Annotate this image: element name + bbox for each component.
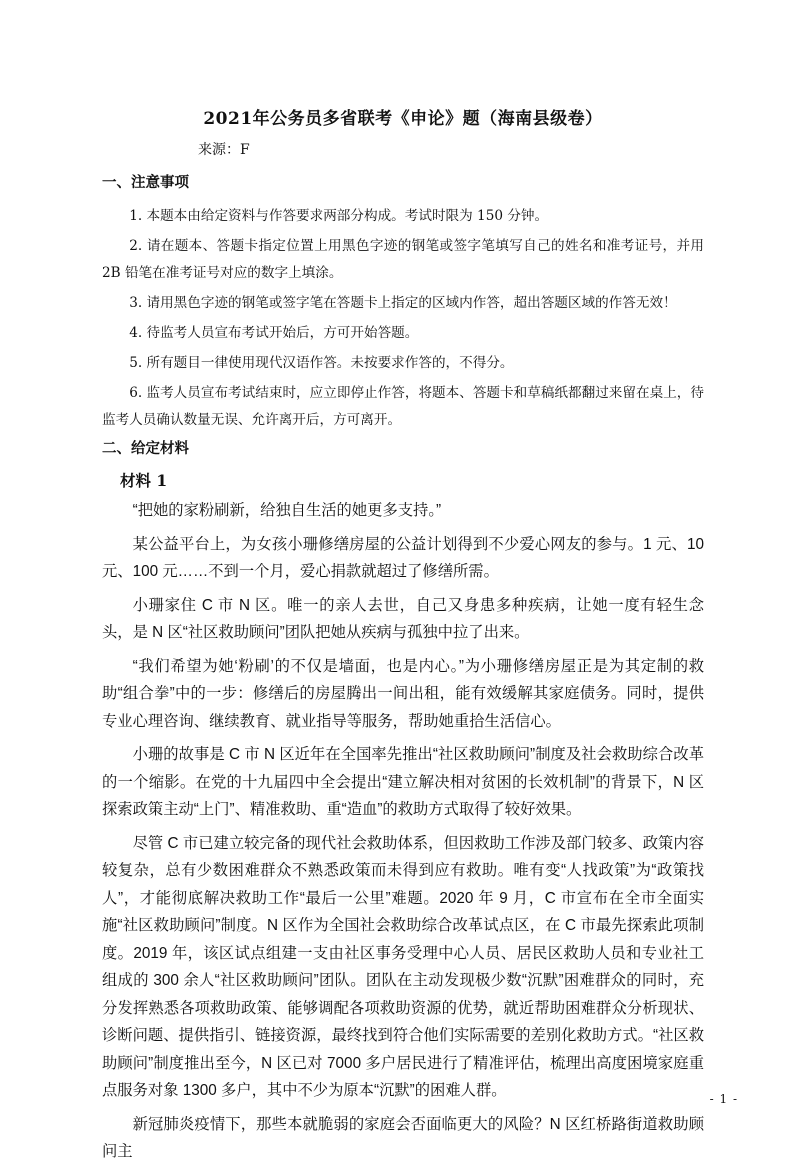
- material-paragraph: 小珊的故事是 C 市 N 区近年在全国率先推出“社区救助顾问”制度及社会救助综合改革的一个缩影。在党的十九届四中全会提出“建立解决相对贫困的长效机制”的背景下，N 区探索政策主动“上门”、精准救助、重“造血”的救助方式取得了较好效果。: [102, 746, 704, 818]
- material-paragraph: “我们希望为她‘粉刷’的不仅是墙面，也是内心。”为小珊修缮房屋正是为其定制的救助“组合拳”中的一步：修缮后的房屋腾出一间出租，能有效缓解其家庭债务。同时，提供专业心理咨询、继续教育、就业指导等服务，帮助她重拾生活信心。: [102, 657, 704, 730]
- material-title: 材料 1: [120, 471, 168, 490]
- material-section-heading: 二、给定材料: [102, 440, 189, 457]
- page-number: - 1 -: [709, 1092, 738, 1106]
- notice-item: 4. 待监考人员宣布考试开始后，方可开始答题。: [129, 325, 419, 341]
- source-line: 来源：F: [198, 142, 250, 158]
- notice-heading: 一、注意事项: [102, 174, 189, 191]
- material-paragraph: 新冠肺炎疫情下，那些本就脆弱的家庭会否面临更大的风险？N 区红桥路街道救助顾问主: [102, 1115, 704, 1160]
- notice-item: 5. 所有题目一律使用现代汉语作答。未按要求作答的，不得分。: [129, 355, 514, 371]
- notice-item: 3. 请用黑色字迹的钢笔或签字笔在答题卡上指定的区域内作答，超出答题区域的作答无效！: [129, 295, 677, 311]
- material-paragraph: “把她的家粉刷新，给独自生活的她更多支持。”: [132, 502, 442, 519]
- notice-item: 2. 请在题本、答题卡指定位置上用黑色字迹的钢笔或签字笔填写自己的姓名和准考证号，并用 2B 铅笔在准考证号对应的数字上填涂。: [102, 238, 704, 281]
- material-paragraph: 小珊家住 C 市 N 区。唯一的亲人去世，自己又身患多种疾病，让她一度有轻生念头，是 N 区“社区救助顾问”团队把她从疾病与孤独中拉了出来。: [102, 596, 704, 641]
- material-paragraph: 尽管 C 市已建立较完备的现代社会救助体系，但因救助工作涉及部门较多、政策内容较复杂，总有少数困难群众不熟悉政策而未得到应有救助。唯有变“人找政策”为“政策找人”，才能彻底解决救助工作“最后一公里”难题。2020 年 9 月，C 市宣布在全市全面实施“社区救助顾问”制度。N 区作为全国社会救助综合改革试点区，在 C 市最先探索此项制度。2019 年，该区试点组建一支由社区事务受理中心人员、居民区救助人员和专业社工组成的 300 余人“社区救助顾问”团队。团队在主动发现极少数“沉默”困难群众的同时，充分发挥熟悉各项救助政策、能够调配各项救助资源的优势，就近帮助困难群众分析现状、诊断问题、提供指引、链接资源，最终找到符合他们实际需要的差别化救助方式。“社区救助顾问”制度推出至今，N 区已对 7000 多户居民进行了精准评估，梳理出高度困境家庭重点服务对象 1300 多户，其中不少为原本“沉默”的困难人群。: [102, 834, 704, 1099]
- document-title: 2021年公务员多省联考《申论》题（海南县级卷）: [203, 109, 603, 129]
- notice-list: [102, 203, 704, 434]
- material-paragraph: 某公益平台上，为女孩小珊修缮房屋的公益计划得到不少爱心网友的参与。1 元、10 元、100 元……不到一个月，爱心捐款就超过了修缮所需。: [102, 535, 704, 580]
- notice-item: 6. 监考人员宣布考试结束时，应立即停止作答，将题本、答题卡和草稿纸都翻过来留在桌上，待监考人员确认数量无误、允许离开后，方可离开。: [102, 385, 704, 428]
- notice-item: 1. 本题本由给定资料与作答要求两部分构成。考试时限为 150 分钟。: [129, 208, 549, 224]
